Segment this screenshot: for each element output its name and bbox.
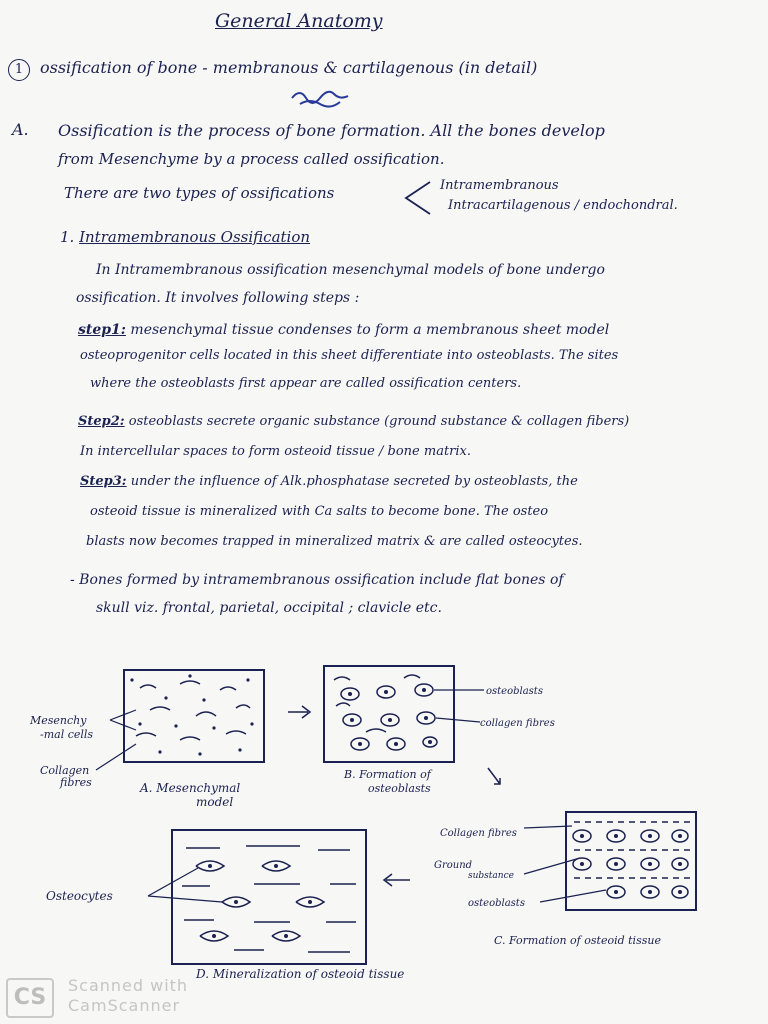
step3-text-1: under the influence of Alk.phosphatase secreted by osteoblasts, the: [130, 474, 578, 489]
c-label-osteoblasts: osteoblasts: [468, 898, 525, 909]
step3-line-3: blasts now becomes trapped in mineralized matrix & are called osteocytes.: [86, 534, 583, 549]
step3-line-1: [80, 474, 578, 489]
scanner-watermark: [4, 972, 214, 1020]
section-heading: [60, 228, 310, 246]
question-text: ossification of bone - membranous & cartilagenous (in detail): [40, 58, 538, 77]
diagrams: [0, 640, 768, 980]
c-label-ground-2: substance: [468, 871, 514, 881]
c-label-ground-1: Ground: [434, 860, 473, 871]
scanner-logo: CS: [6, 978, 54, 1018]
step2-line-1: [78, 414, 629, 429]
diagram-c: [434, 812, 696, 947]
question-number: 1: [8, 59, 30, 81]
para-line-2: ossification. It involves following steps :: [76, 290, 360, 306]
bones-line-1: - Bones formed by intramembranous ossification include flat bones of: [70, 572, 564, 588]
step3-line-2: osteoid tissue is mineralized with Ca salts to become bone. The osteo: [90, 504, 549, 519]
a-label-mesenchymal-2: -mal cells: [40, 728, 94, 741]
answer-label: A.: [12, 120, 29, 139]
scanner-text-2: CamScanner: [68, 996, 181, 1015]
arrow-c-to-d-icon: [384, 874, 410, 886]
step1-line-3: where the osteoblasts first appear are called ossification centers.: [90, 376, 522, 391]
step1-text-1: mesenchymal tissue condenses to form a membranous sheet model: [130, 322, 610, 338]
b-caption-2: osteoblasts: [368, 782, 431, 795]
diagram-d: [46, 830, 404, 980]
a-label-mesenchymal-1: Mesenchy: [30, 714, 87, 727]
page-title: General Anatomy: [215, 10, 383, 32]
b-caption-1: B. Formation of: [344, 768, 431, 781]
ink-scribble-icon: [290, 84, 350, 110]
d-label-osteocytes: Osteocytes: [46, 889, 113, 903]
type-intracartilagenous: Intracartilagenous / endochondral.: [448, 198, 678, 213]
type-intramembranous: Intramembranous: [440, 178, 559, 193]
bones-line-2: skull viz. frontal, parietal, occipital ; clavicle etc.: [96, 600, 442, 616]
scanner-text-1: Scanned with: [68, 976, 189, 995]
a-label-collagen-1: Collagen: [40, 764, 90, 777]
step2-label: Step2:: [78, 414, 125, 429]
bracket-icon: [400, 178, 436, 218]
c-label-collagen: Collagen fibres: [440, 828, 517, 839]
a-label-collagen-2: fibres: [60, 776, 92, 789]
b-label-collagen: collagen fibres: [480, 718, 555, 729]
para-line-1: In Intramembranous ossification mesenchymal models of bone undergo: [96, 262, 605, 278]
step2-text-1: osteoblasts secrete organic substance (ground substance & collagen fibers): [128, 414, 630, 429]
step1-line-2: osteoprogenitor cells located in this sheet differentiate into osteoblasts. The sites: [80, 348, 619, 363]
a-caption-2: model: [196, 795, 234, 809]
a-caption-1: A. Mesenchymal: [140, 781, 241, 795]
types-lead: There are two types of ossifications: [64, 184, 335, 202]
intro-line-1: Ossification is the process of bone formation. All the bones develop: [58, 121, 605, 140]
step1-label: step1:: [78, 322, 126, 338]
section-heading-text: Intramembranous Ossification: [79, 228, 311, 246]
d-caption: D. Mineralization of osteoid tissue: [196, 967, 405, 980]
c-caption: C. Formation of osteoid tissue: [494, 934, 661, 947]
section-heading-number: 1.: [60, 228, 75, 246]
b-label-osteoblasts: osteoblasts: [486, 686, 543, 697]
step1-line-1: [78, 322, 609, 338]
question-line: [8, 58, 537, 81]
diagram-a: [29, 670, 264, 809]
arrow-a-to-b-icon: [288, 706, 310, 718]
arrow-b-to-c-icon: [488, 768, 500, 784]
diagram-b: [324, 666, 555, 795]
step3-label: Step3:: [80, 474, 127, 489]
step2-line-2: In intercellular spaces to form osteoid tissue / bone matrix.: [80, 444, 472, 459]
intro-line-2: from Mesenchyme by a process called ossification.: [58, 150, 445, 168]
